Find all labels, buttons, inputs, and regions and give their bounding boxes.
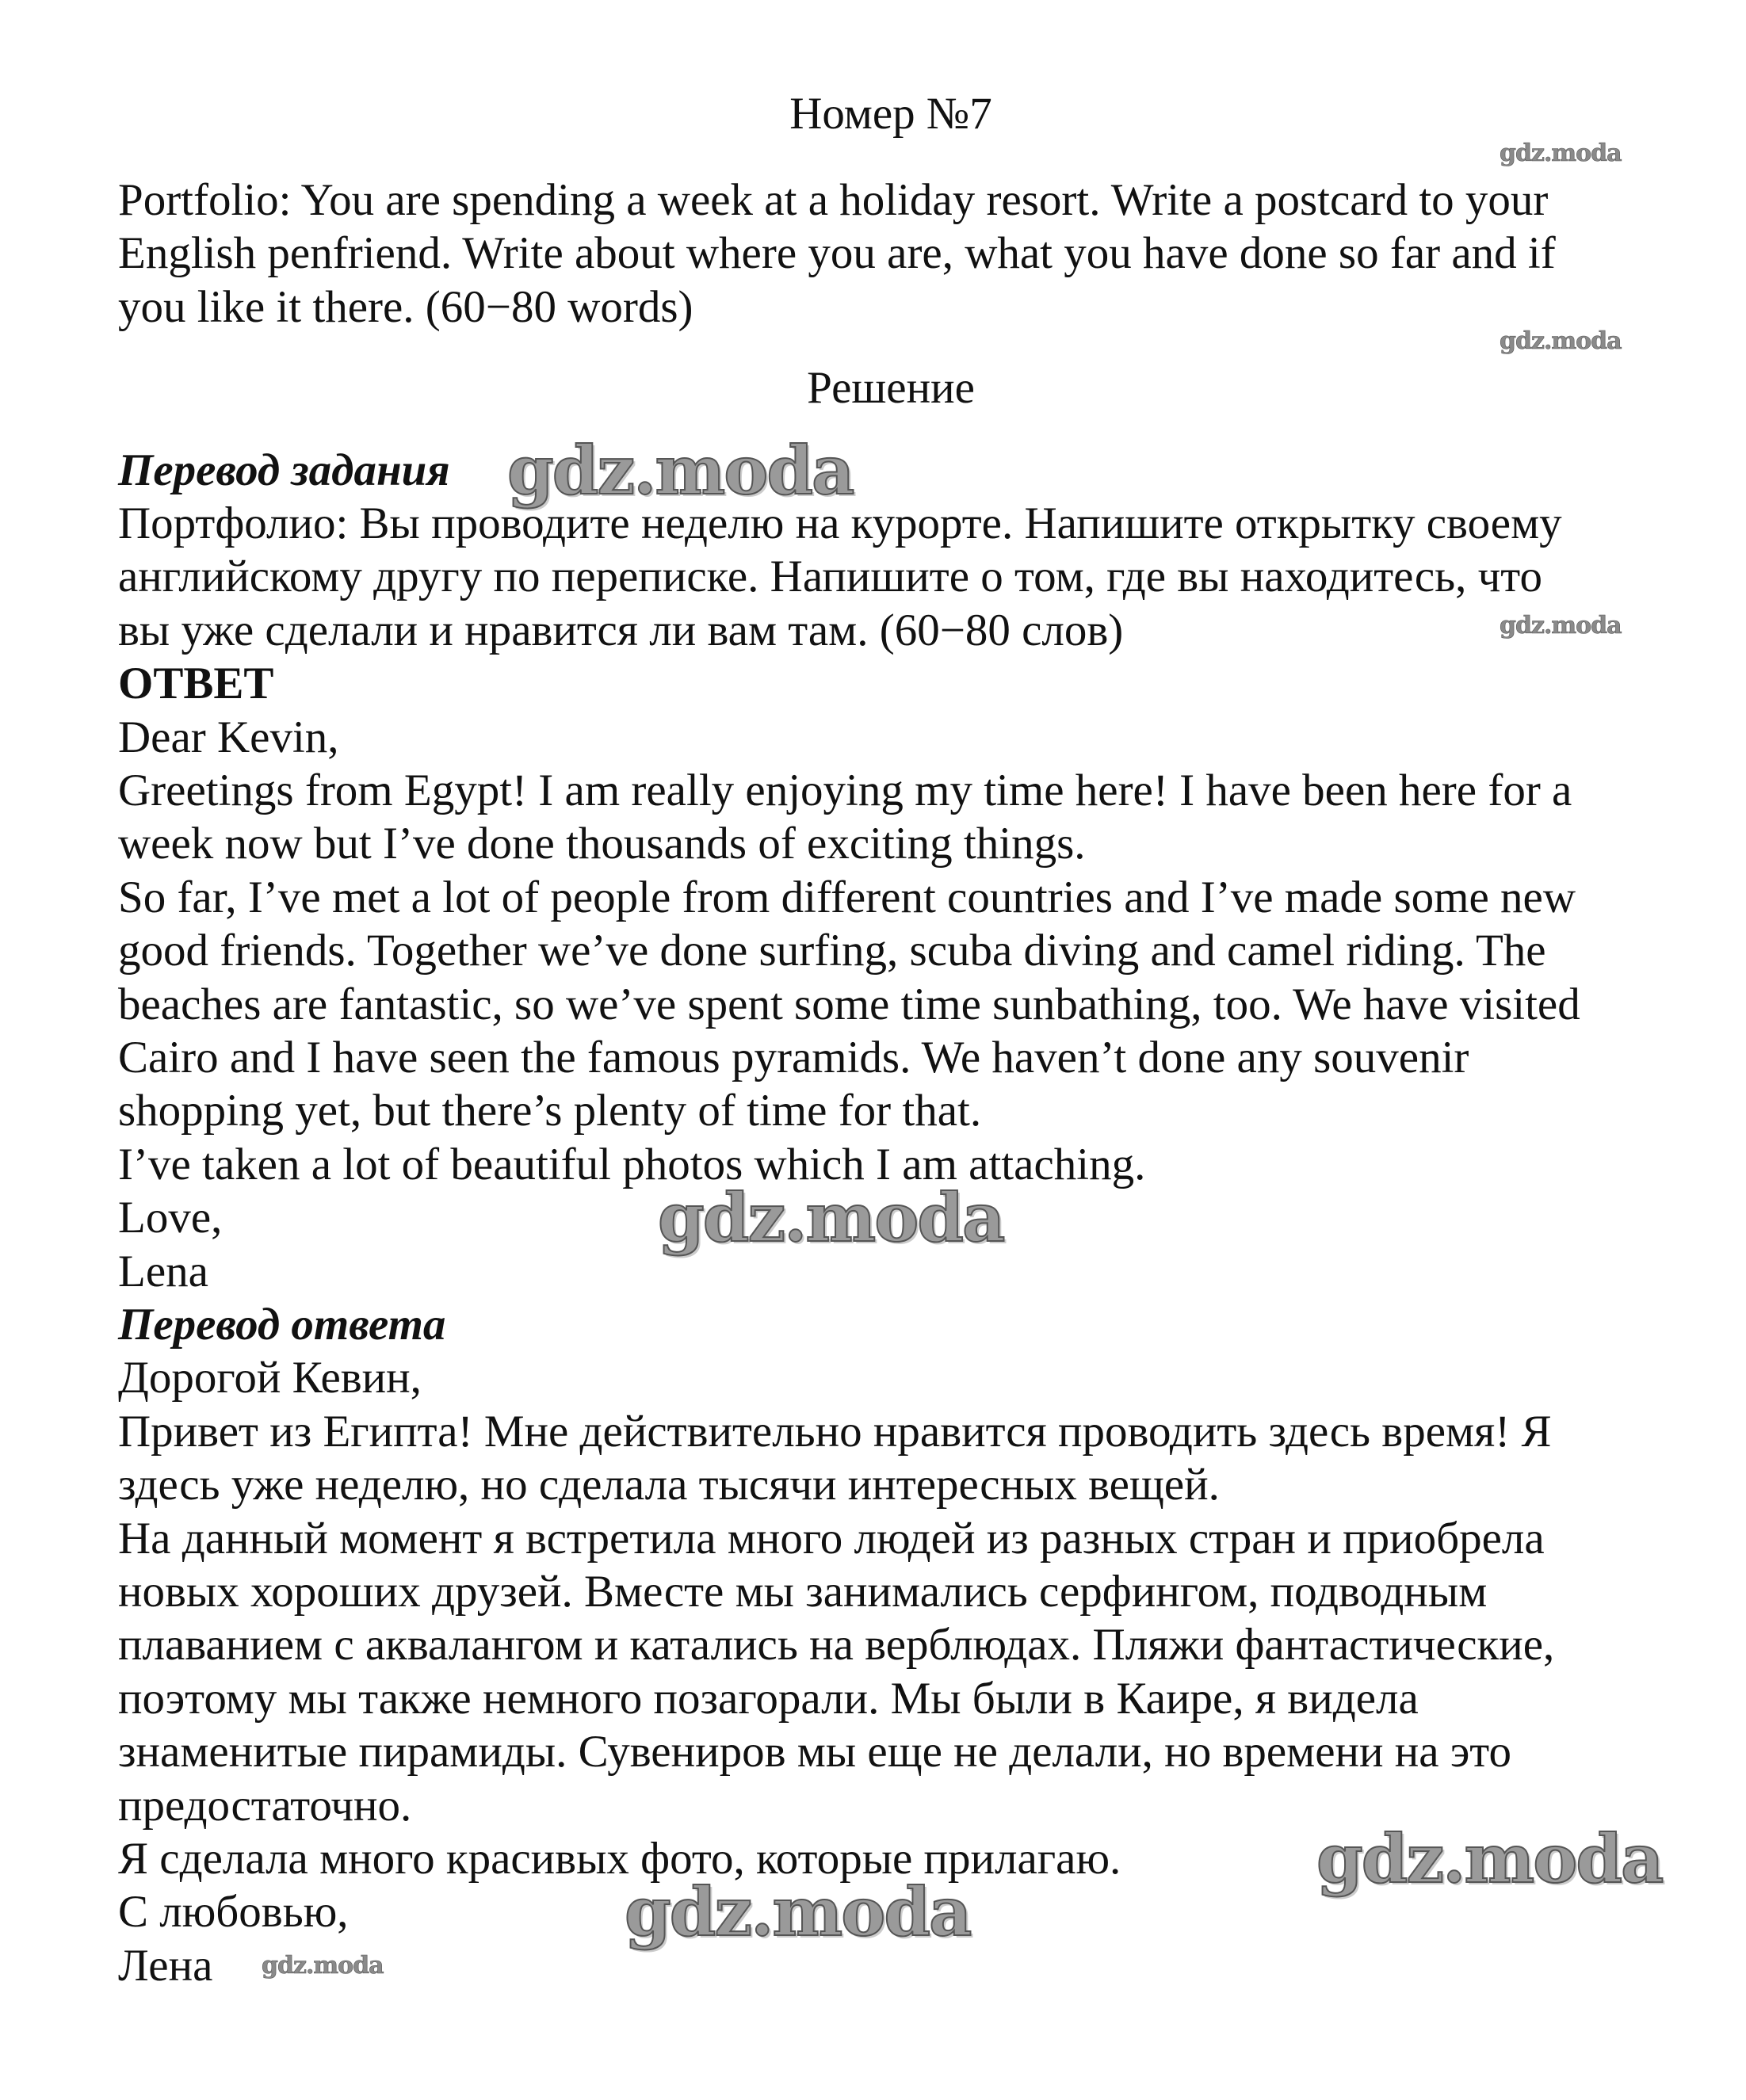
- section-heading: Перевод ответа: [118, 1299, 446, 1350]
- section-heading: Перевод задания: [118, 445, 450, 495]
- answer-line: Dear Kevin,: [118, 712, 339, 762]
- answer-translation-line: здесь уже неделю, но сделала тысячи интересных вещей.: [118, 1460, 1220, 1510]
- answer-translation-line: предостаточно.: [118, 1780, 412, 1831]
- answer-line: Lena: [118, 1246, 208, 1296]
- page-title: Номер №7: [789, 89, 992, 139]
- answer-line: Cairo and I have seen the famous pyramids. We haven’t done any souvenir: [118, 1032, 1469, 1082]
- task-line: English penfriend. Write about where you are, what you have done so far and if: [118, 228, 1556, 279]
- answer-translation-line: На данный момент я встретила много людей из разных стран и приобрела: [118, 1513, 1545, 1564]
- answer-line: Greetings from Egypt! I am really enjoying my time here! I have been here for a: [118, 765, 1572, 815]
- task-translation-line: вы уже сделали и нравится ли вам там. (60−80 слов): [118, 605, 1124, 655]
- watermark: gdz.moda: [658, 1178, 1004, 1258]
- answer-line: shopping yet, but there’s plenty of time for that.: [118, 1086, 982, 1136]
- answer-translation-line: Я сделала много красивых фото, которые прилагаю.: [118, 1833, 1121, 1884]
- watermark: gdz.moda: [507, 430, 854, 510]
- watermark: gdz.moda: [625, 1873, 971, 1952]
- answer-heading: ОТВЕТ: [118, 659, 274, 709]
- answer-translation-line: Привет из Египта! Мне действительно нравится проводить здесь время! Я: [118, 1406, 1552, 1457]
- answer-translation-line: плаванием с аквалангом и катались на верблюдах. Пляжи фантастические,: [118, 1620, 1555, 1670]
- answer-line: I’ve taken a lot of beautiful photos which I am attaching.: [118, 1139, 1146, 1189]
- solution-heading: Решение: [807, 363, 975, 414]
- answer-line: good friends. Together we’ve done surfing, scuba diving and camel riding. The: [118, 926, 1546, 976]
- answer-translation-line: Дорогой Кевин,: [118, 1353, 422, 1403]
- answer-line: So far, I’ve met a lot of people from different countries and I’ve made some new: [118, 872, 1576, 922]
- answer-translation-line: новых хороших друзей. Вместе мы занимались серфингом, подводным: [118, 1566, 1488, 1617]
- watermark: gdz.moda: [1500, 327, 1622, 355]
- watermark: gdz.moda: [1500, 139, 1622, 167]
- answer-translation-line: Лена: [118, 1940, 213, 1991]
- task-line: Portfolio: You are spending a week at a holiday resort. Write a postcard to your: [118, 174, 1549, 225]
- task-translation-line: английскому другу по переписке. Напишите о том, где вы находитесь, что: [118, 552, 1542, 602]
- answer-line: Love,: [118, 1193, 223, 1243]
- answer-line: week now but I’ve done thousands of exciting things.: [118, 819, 1086, 869]
- task-line: you like it there. (60−80 words): [118, 281, 693, 332]
- watermark: gdz.moda: [1316, 1819, 1663, 1898]
- watermark: gdz.moda: [1500, 611, 1622, 640]
- answer-translation-line: знаменитые пирамиды. Сувениров мы еще не делали, но времени на это: [118, 1727, 1511, 1777]
- answer-translation-line: С любовью,: [118, 1887, 349, 1938]
- answer-line: beaches are fantastic, so we’ve spent some time sunbathing, too. We have visited: [118, 979, 1580, 1029]
- task-translation-line: Портфолио: Вы проводите неделю на курорте. Напишите открытку своему: [118, 498, 1562, 548]
- answer-translation-line: поэтому мы также немного позагорали. Мы были в Каире, я видела: [118, 1673, 1419, 1724]
- watermark: gdz.moda: [262, 1951, 384, 1980]
